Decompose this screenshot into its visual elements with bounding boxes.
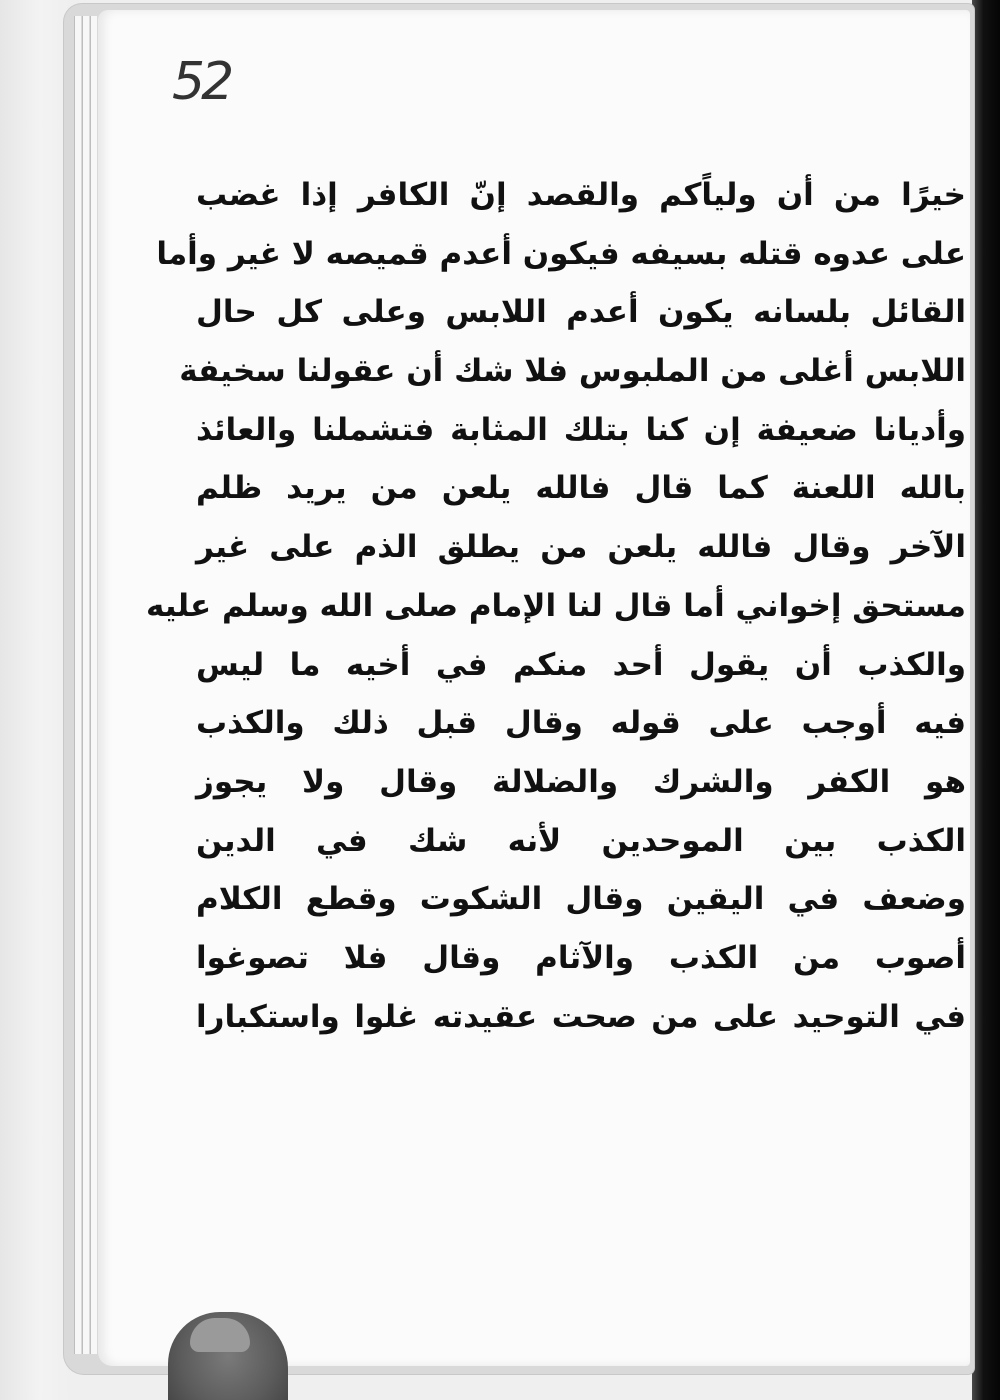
scanner-edge [972, 0, 1000, 1400]
text-line: الكذب بين الموحدين لأنه شك في الدين [196, 822, 966, 859]
text-line: بالله اللعنة كما قال فالله يلعن من يريد ظلم [196, 470, 966, 507]
folio-number: 52 [172, 52, 231, 112]
text-line: الآخر وقال فالله يلعن من يطلق الذم على غير [196, 529, 966, 566]
text-line: وضعف في اليقين وقال الشكوت وقطع الكلام [196, 881, 966, 918]
text-line: أصوب من الكذب والآثام وقال فلا تصوغوا [196, 939, 966, 976]
text-line: على عدوه قتله بسيفه فيكون أعدم قميصه لا غير وأما [156, 235, 966, 272]
page-edge [90, 16, 97, 1354]
page-edge [82, 16, 89, 1354]
thumb-nail [190, 1318, 250, 1352]
manuscript-text [145, 166, 966, 1046]
text-line: في التوحيد على من صحت عقيدته غلوا واستكبارا [196, 998, 966, 1035]
page-edge [74, 16, 81, 1354]
text-line: وأديانا ضعيفة إن كنا بتلك المثابة فتشملنا والعائذ [196, 411, 966, 448]
text-line: فيه أوجب على قوله وقال قبل ذلك والكذب [196, 705, 966, 742]
text-line: مستحق إخواني أما قال لنا الإمام صلى الله وسلم عليه [145, 587, 966, 624]
text-line: اللابس أغلى من الملبوس فلا شك أن عقولنا سخيفة [179, 353, 966, 390]
text-line: خيرًا من أن ولياًكم والقصد إنّ الكافر إذا غضب [196, 177, 966, 213]
text-line: والكذب أن يقول أحد منكم في أخيه ما ليس [196, 646, 966, 683]
text-line: القائل بلسانه يكون أعدم اللابس وعلى كل حال [196, 294, 966, 331]
text-line: هو الكفر والشرك والضلالة وقال ولا يجوز [196, 763, 966, 800]
